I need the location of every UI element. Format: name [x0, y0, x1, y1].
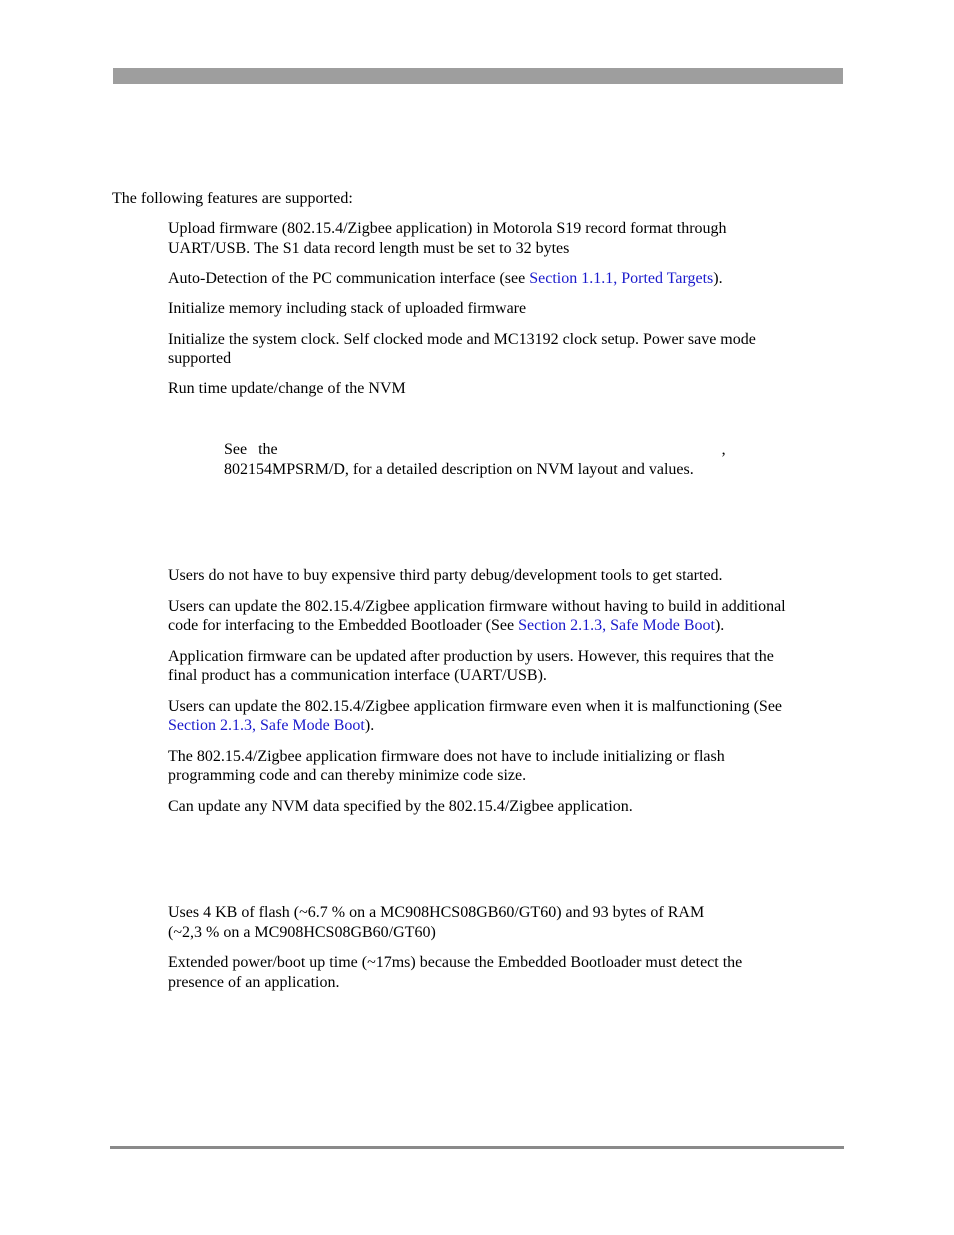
- note-line1: [224, 440, 726, 460]
- advantage-update-text: code for interfacing to the Embedded Bootloader (See: [168, 617, 519, 634]
- advantage-update-end: ).: [714, 617, 725, 634]
- advantage-nvm-update: Can update any NVM data specified by the 802.15.4/Zigbee application.: [168, 798, 633, 815]
- ported-targets-link[interactable]: Section 1.1.1, Ported Targets: [529, 270, 714, 287]
- header-bar: [113, 68, 843, 84]
- advantage-malfunction-end: ).: [364, 717, 375, 734]
- note-line2: 802154MPSRM/D, for a detailed description on NVM layout and values.: [224, 461, 694, 478]
- disadvantage-flash-line2: (~2,3 % on a MC908HCS08GB60/GT60): [168, 924, 436, 941]
- disadvantage-boot-line1: Extended power/boot up time (~17ms) because the Embedded Bootloader must detect the: [168, 954, 743, 971]
- feature-init-memory: Initialize memory including stack of uploaded firmware: [168, 300, 527, 317]
- feature-clock-line2: supported: [168, 350, 232, 367]
- note-the: the: [258, 441, 278, 458]
- advantage-production-line2: final product has a communication interface (UART/USB).: [168, 667, 547, 684]
- advantage-codesize-line1: The 802.15.4/Zigbee application firmware does not have to include initializing or flash: [168, 748, 725, 765]
- feature-autodetect: [168, 269, 848, 288]
- advantage-codesize-line2: programming code and can thereby minimize code size.: [168, 767, 527, 784]
- safe-mode-boot-link-2[interactable]: Section 2.1.3, Safe Mode Boot: [168, 717, 365, 734]
- disadvantage-flash-line1: Uses 4 KB of flash (~6.7 % on a MC908HCS08GB60/GT60) and 93 bytes of RAM: [168, 904, 705, 921]
- note-comma: ,: [721, 441, 726, 458]
- intro-text: The following features are supported:: [112, 190, 353, 207]
- advantage-update-line1: Users can update the 802.15.4/Zigbee application firmware without having to build in additional: [168, 598, 786, 615]
- feature-upload-line1: Upload firmware (802.15.4/Zigbee application) in Motorola S19 record format through: [168, 220, 727, 237]
- advantage-update-line2: [168, 616, 848, 635]
- feature-nvm: Run time update/change of the NVM: [168, 380, 406, 397]
- advantage-malfunction-line2: [168, 716, 848, 735]
- advantage-production-line1: Application firmware can be updated after production by users. However, this requires that the: [168, 648, 774, 665]
- feature-clock-line1: Initialize the system clock. Self clocked mode and MC13192 clock setup. Power save mode: [168, 331, 756, 348]
- footer-rule: [110, 1146, 844, 1149]
- note-see: See: [224, 441, 248, 458]
- feature-upload-line2: UART/USB. The S1 data record length must be set to 32 bytes: [168, 240, 570, 257]
- advantage-malfunction-line1: Users can update the 802.15.4/Zigbee application firmware even when it is malfunctioning (See: [168, 698, 783, 715]
- feature-autodetect-end: ).: [713, 270, 723, 287]
- disadvantage-boot-line2: presence of an application.: [168, 974, 340, 991]
- feature-autodetect-text: Auto-Detection of the PC communication interface (see: [168, 270, 530, 287]
- safe-mode-boot-link[interactable]: Section 2.1.3, Safe Mode Boot: [518, 617, 715, 634]
- advantage-no-tools: Users do not have to buy expensive third party debug/development tools to get started.: [168, 567, 723, 584]
